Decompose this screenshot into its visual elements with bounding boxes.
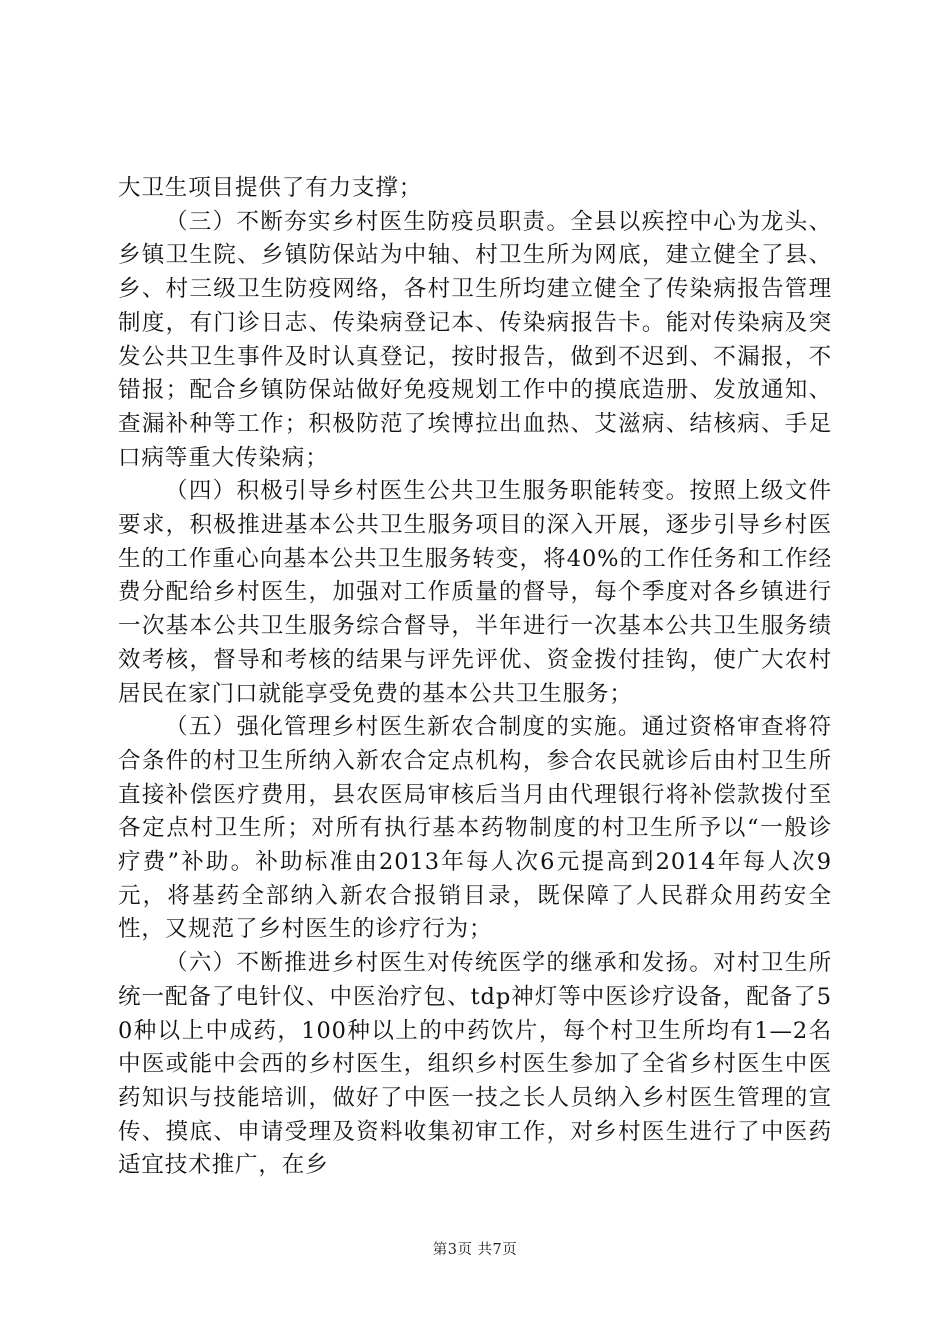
- paragraph-section-6: （六）不断推进乡村医生对传统医学的继承和发扬。对村卫生所统一配备了电针仪、中医治疗包、tdp神灯等中医诊疗设备，配备了50种以上中成药，100种以上的中药饮片，每个村卫生所均有1—2名中医或能中会西的乡村医生，组织乡村医生参加了全省乡村医生中医药知识与技能培训，做好了中医一技之长人员纳入乡村医生管理的宣传、摸底、申请受理及资料收集初审工作，对乡村医生进行了中医药适宜技术推广，在乡: [118, 950, 832, 1179]
- page-footer: 第3页 共7页: [432, 1242, 518, 1258]
- document-body: [118, 172, 832, 1183]
- paragraph-section-3: （三）不断夯实乡村医生防疫员职责。全县以疾控中心为龙头、乡镇卫生院、乡镇防保站为中轴、村卫生所为网底，建立健全了县、乡、村三级卫生防疫网络，各村卫生所均建立健全了传染病报告管理制度，有门诊日志、传染病登记本、传染病报告卡。能对传染病及突发公共卫生事件及时认真登记，按时报告，做到不迟到、不漏报，不错报；配合乡镇防保站做好免疫规划工作中的摸底造册、发放通知、查漏补种等工作；积极防范了埃博拉出血热、艾滋病、结核病、手足口病等重大传染病；: [118, 208, 832, 471]
- paragraph-section-4: （四）积极引导乡村医生公共卫生服务职能转变。按照上级文件要求，积极推进基本公共卫生服务项目的深入开展，逐步引导乡村医生的工作重心向基本公共卫生服务转变，将40%的工作任务和工作经费分配给乡村医生，加强对工作质量的督导，每个季度对各乡镇进行一次基本公共卫生服务综合督导，半年进行一次基本公共卫生服务绩效考核，督导和考核的结果与评先评优、资金拨付挂钩，使广大农村居民在家门口就能享受免费的基本公共卫生服务；: [118, 478, 832, 707]
- paragraph-section-5: （五）强化管理乡村医生新农合制度的实施。通过资格审查将符合条件的村卫生所纳入新农合定点机构，参合农民就诊后由村卫生所直接补偿医疗费用，县农医局审核后当月由代理银行将补偿款拨付至各定点村卫生所；对所有执行基本药物制度的村卫生所予以“一般诊疗费”补助。补助标准由2013年每人次6元提高到2014年每人次9元，将基药全部纳入新农合报销目录，既保障了人民群众用药安全性，又规范了乡村医生的诊疗行为；: [118, 714, 832, 943]
- paragraph-continuation: 大卫生项目提供了有力支撑；: [118, 175, 423, 201]
